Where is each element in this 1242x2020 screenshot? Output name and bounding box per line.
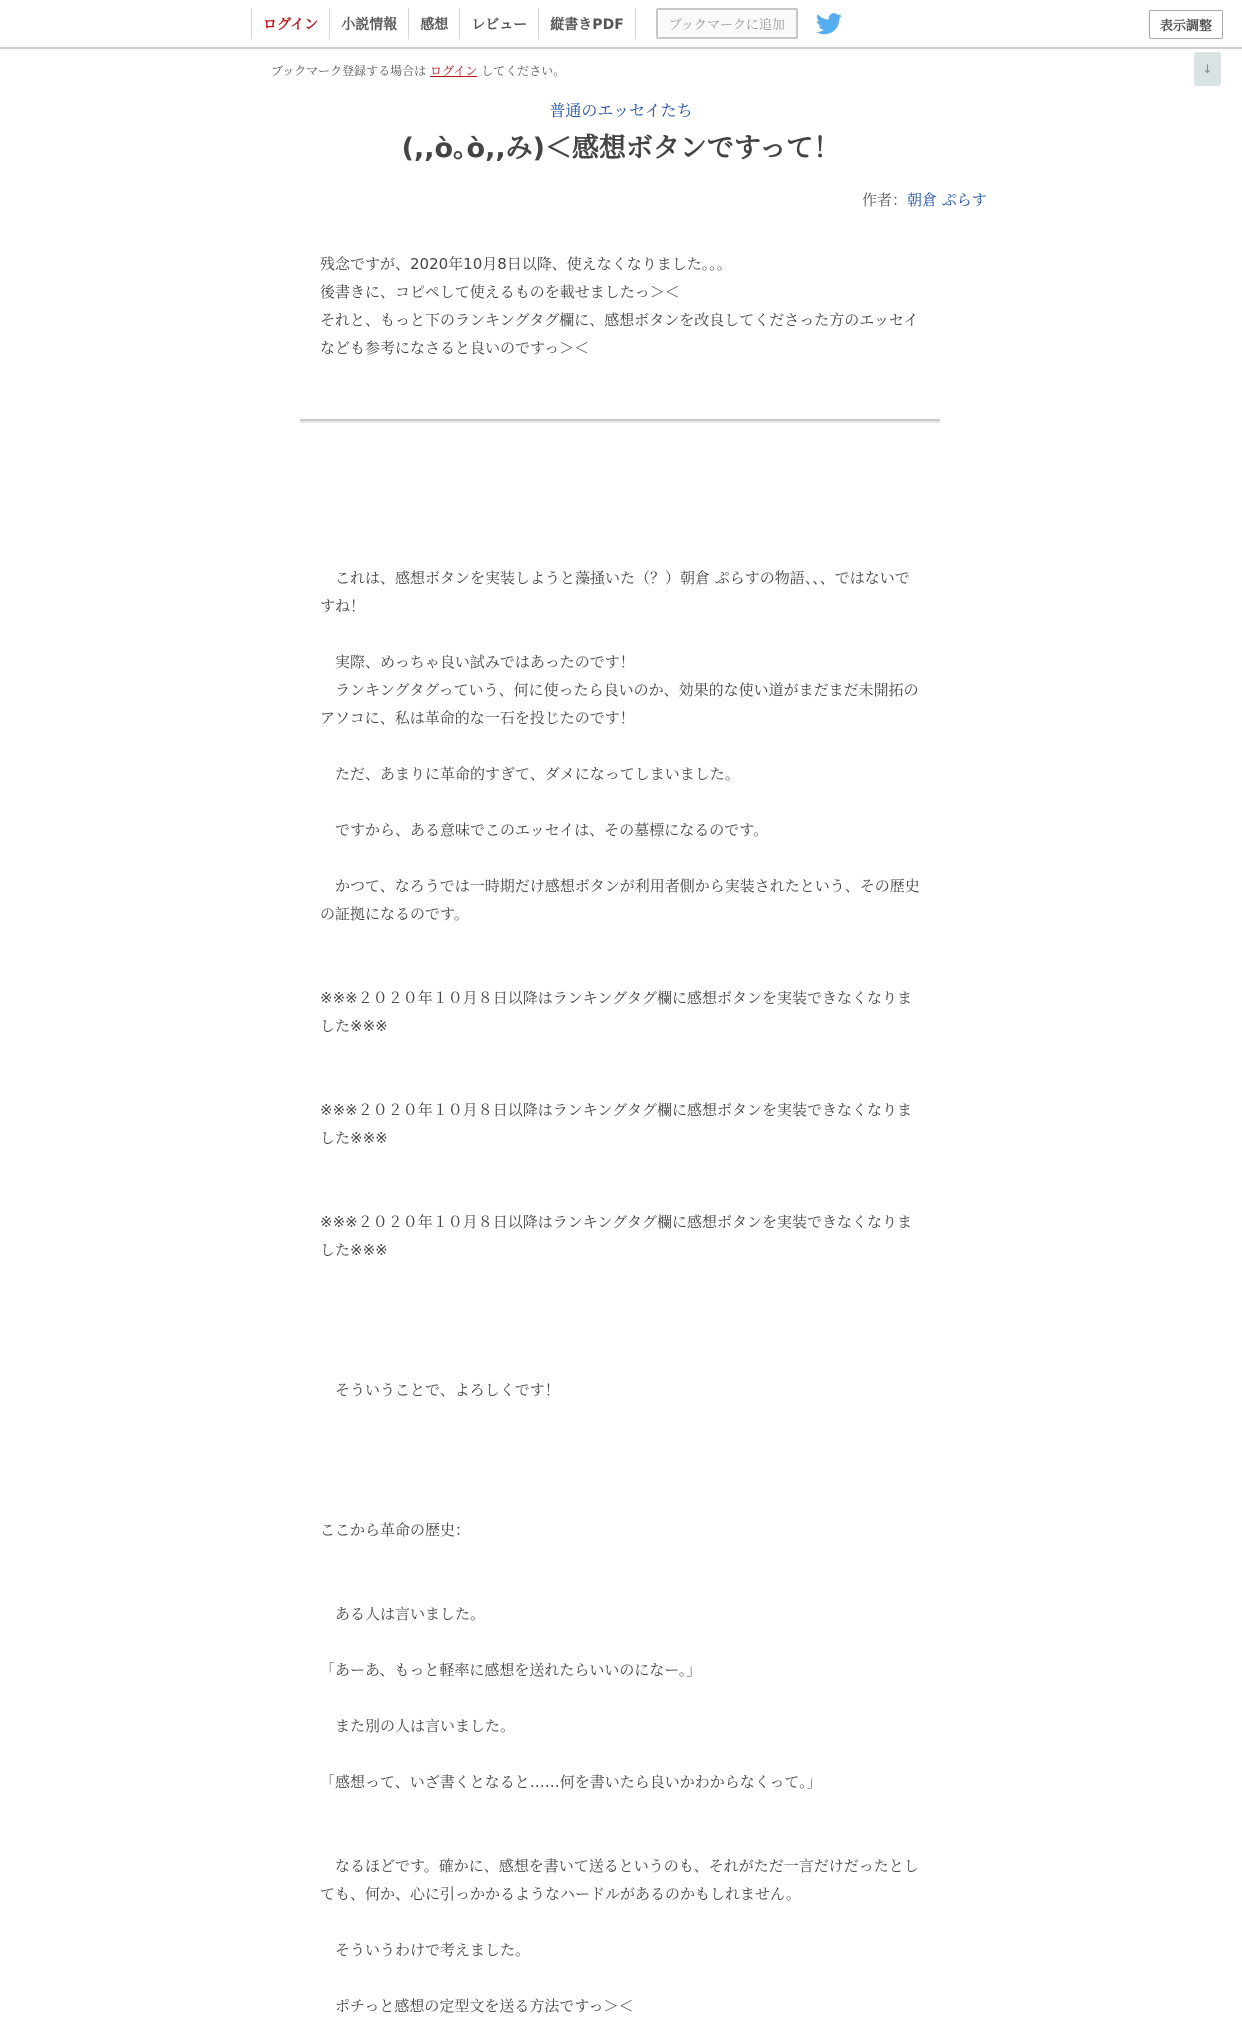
display-settings-button[interactable]: 表示調整 (1149, 10, 1223, 39)
body-paragraph (320, 1796, 920, 1824)
body-paragraph: ある人は言いました。 (320, 1605, 486, 1623)
preface-divider (300, 419, 940, 423)
body-paragraph (320, 1628, 920, 1656)
body-paragraph (320, 928, 920, 956)
body-paragraph (320, 1544, 920, 1572)
add-bookmark-button[interactable]: ブックマークに追加 (656, 8, 798, 39)
body-paragraph (320, 956, 920, 984)
preface-section (320, 250, 920, 362)
body-paragraph: ポチっと感想の定型文を送る方法ですっ＞＜ (320, 1997, 634, 2015)
author-link[interactable]: 朝倉 ぷらす (907, 191, 987, 209)
body-paragraph (320, 844, 920, 872)
body-paragraph (320, 508, 920, 536)
body-paragraph (320, 1432, 920, 1460)
body-paragraph: 「あーあ、もっと軽率に感想を送れたらいいのになー。」 (320, 1661, 702, 1679)
body-paragraph (320, 1152, 920, 1180)
body-paragraph (320, 1908, 920, 1936)
body-paragraph (320, 1964, 920, 1992)
body-paragraph: ですから、ある意味でこのエッセイは、その墓標になるのです。 (320, 821, 769, 839)
body-paragraph: かつて、なろうでは一時期だけ感想ボタンが利用者側から実装されたという、その歴史の証拠になるのです。 (320, 877, 920, 923)
body-paragraph (320, 732, 920, 760)
body-paragraph (320, 1460, 920, 1488)
body-paragraph: そういうわけで考えました。 (320, 1941, 531, 1959)
body-paragraph: ランキングタグっていう、何に使ったら良いのか、効果的な使い道がまだまだ未開拓のアソコに、私は革命的な一石を投じたのです！ (320, 681, 919, 727)
body-paragraph (320, 1348, 920, 1376)
nav-novel-info-link[interactable]: 小説情報 (329, 8, 408, 39)
body-paragraph: ここから革命の歴史： (320, 1521, 471, 1539)
body-paragraph: ※※※２０２０年１０月８日以降はランキングタグ欄に感想ボタンを実装できなくなりました※※※ (320, 1213, 912, 1259)
body-paragraph: 「感想って、いざ書くとなると……何を書いたら良いかわからなくって。」 (320, 1773, 822, 1791)
author-line (862, 189, 987, 210)
body-paragraph (320, 1488, 920, 1516)
nav-impressions-link[interactable]: 感想 (408, 8, 459, 39)
body-paragraph (320, 1180, 920, 1208)
body-paragraph (320, 788, 920, 816)
nav-vertical-pdf-link[interactable]: 縦書きPDF (538, 8, 635, 39)
body-paragraph: そういうことで、よろしくです！ (320, 1381, 560, 1399)
scroll-down-button[interactable]: ↓ (1194, 52, 1221, 86)
series-title-link[interactable]: 普通のエッセイたち (549, 101, 693, 120)
page-title: (,,ò｡ò,,み)＜感想ボタンですって！ (401, 133, 841, 164)
body-paragraph: また別の人は言いました。 (320, 1717, 516, 1735)
body-paragraph (320, 1572, 920, 1600)
login-note-text-after: してください。 (477, 64, 566, 78)
preface-line: 後書きに、コピペして使えるものを載せましたっ＞＜ (320, 283, 680, 301)
twitter-icon[interactable] (816, 13, 842, 35)
top-navigation-bar (0, 0, 1242, 49)
body-paragraph (320, 1040, 920, 1068)
main-nav (251, 8, 842, 39)
body-paragraph (320, 1068, 920, 1096)
author-label: 作者： (862, 191, 908, 209)
body-paragraph (320, 536, 920, 564)
body-paragraph (320, 1404, 920, 1432)
bookmark-login-note (271, 62, 565, 79)
body-paragraph (320, 1264, 920, 1292)
login-note-link[interactable]: ログイン (429, 64, 478, 78)
preface-line: 残念ですが、2020年10月8日以降、使えなくなりました。。。 (320, 255, 732, 273)
nav-review-link[interactable]: レビュー (459, 8, 538, 39)
body-paragraph (320, 620, 920, 648)
body-paragraph (320, 1740, 920, 1768)
body-paragraph (320, 1824, 920, 1852)
body-paragraph: ただ、あまりに革命的すぎて、ダメになってしまいました。 (320, 765, 740, 783)
body-paragraph (320, 1684, 920, 1712)
nav-login-link[interactable]: ログイン (251, 8, 329, 39)
preface-line: それと、もっと下のランキングタグ欄に、感想ボタンを改良してくださった方のエッセイなども参考になさると良いのですっ＞＜ (320, 311, 919, 357)
login-note-text: ブックマーク登録する場合は (271, 64, 430, 78)
body-paragraph: これは、感想ボタンを実装しようと藻掻いた（？）朝倉 ぷらすの物語、、、ではないですね！ (320, 569, 910, 615)
body-paragraph: なるほどです。確かに、感想を書いて送るというのも、それがただ一言だけだったとしても、何か、心に引っかかるようなハードルがあるのかもしれません。 (320, 1857, 919, 1903)
body-paragraph (320, 1320, 920, 1348)
body-paragraph: ※※※２０２０年１０月８日以降はランキングタグ欄に感想ボタンを実装できなくなりました※※※ (320, 989, 912, 1035)
body-paragraph: 実際、めっちゃ良い試みではあったのです！ (320, 653, 635, 671)
novel-body (320, 508, 920, 2020)
body-paragraph: ※※※２０２０年１０月８日以降はランキングタグ欄に感想ボタンを実装できなくなりました※※※ (320, 1101, 912, 1147)
body-paragraph (320, 1292, 920, 1320)
